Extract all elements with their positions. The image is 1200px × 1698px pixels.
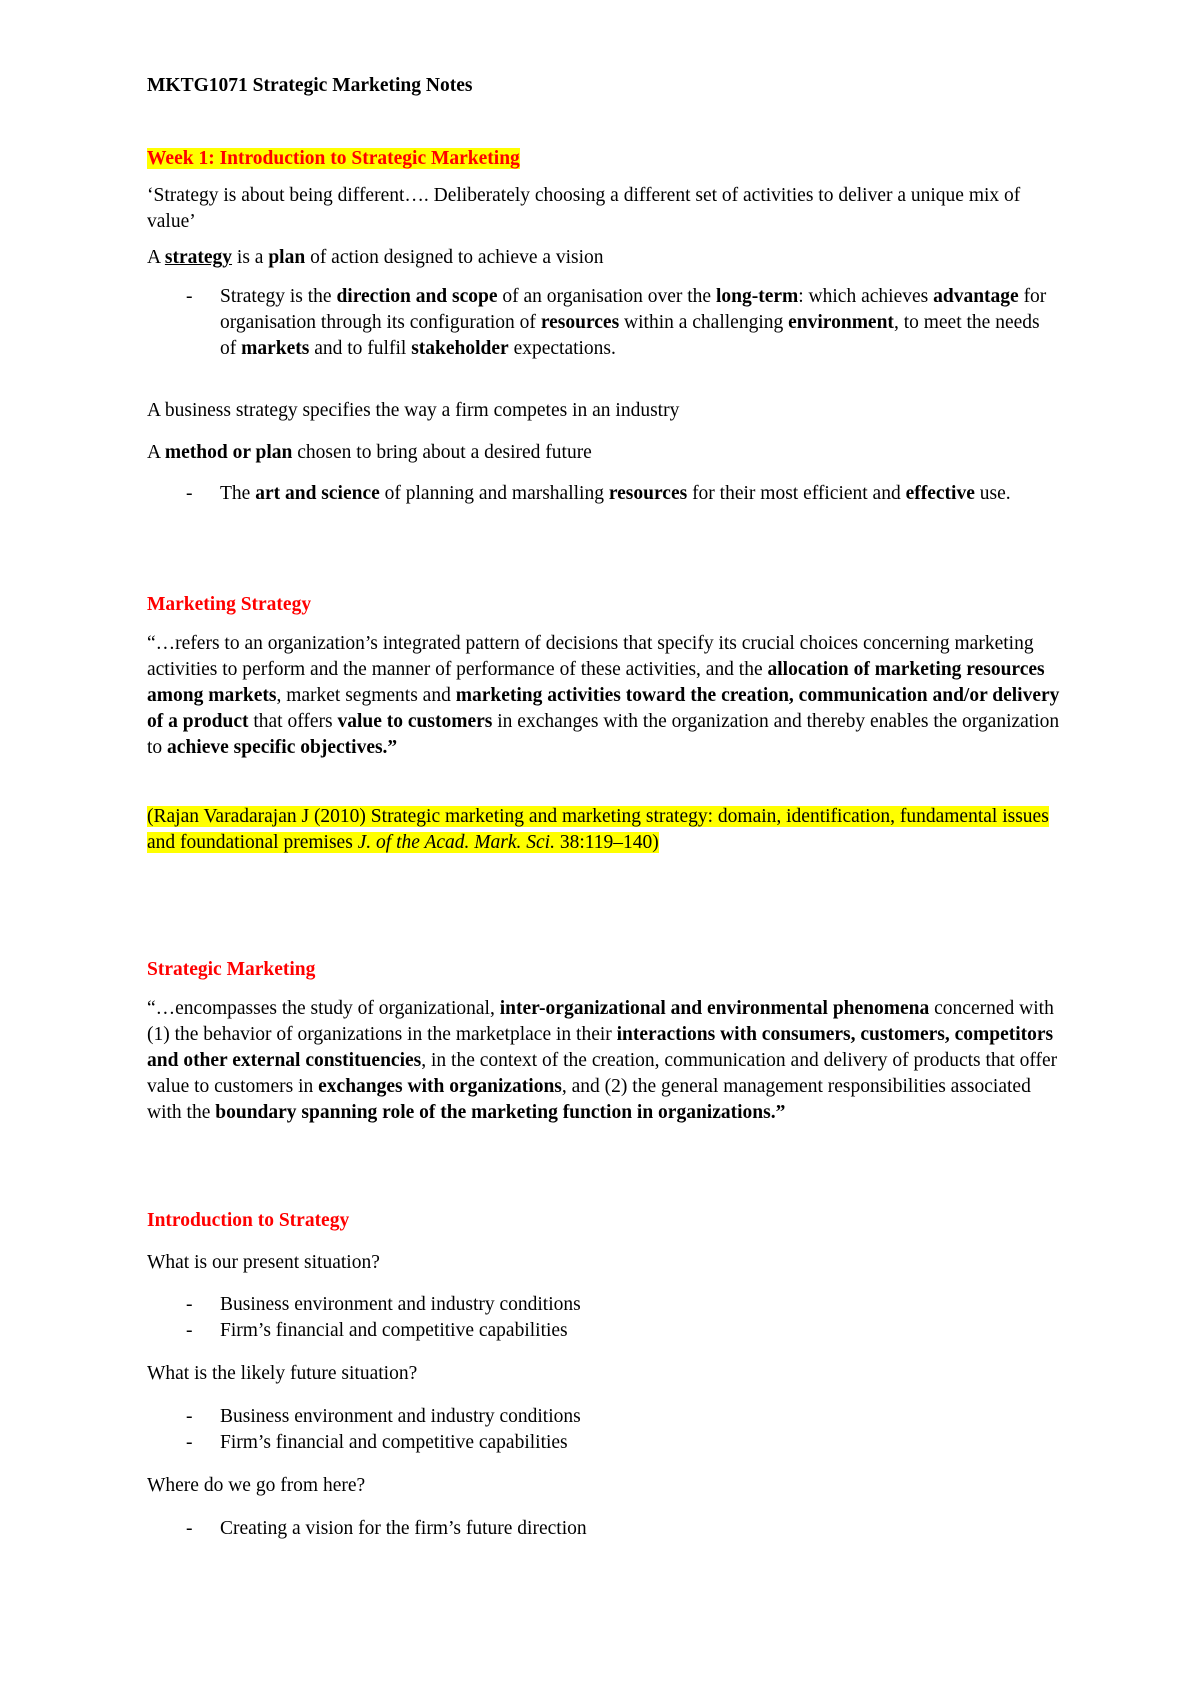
- question-next: Where do we go from here?: [147, 1475, 366, 1496]
- week-heading: [147, 146, 520, 172]
- list-item: [186, 1318, 1066, 1344]
- document-title: MKTG1071 Strategic Marketing Notes: [147, 75, 473, 96]
- list-item-text: The art and science of planning and marshalling resources for their most efficient and effective use.: [220, 483, 1011, 504]
- list-item: [186, 1516, 1066, 1542]
- section-heading-strategic-marketing: Strategic Marketing: [147, 959, 316, 980]
- citation: (Rajan Varadarajan J (2010) Strategic marketing and marketing strategy: domain, identification, fundamental issues and foundational premises J. of the Acad. Mark. Sci. 38:119–140): [147, 806, 1049, 853]
- bullet-dash: -: [186, 1518, 193, 1539]
- section-heading-marketing-strategy: Marketing Strategy: [147, 594, 312, 615]
- strategy-definition: A strategy is a plan of action designed to achieve a vision: [147, 247, 604, 268]
- bullet-dash: -: [186, 1432, 193, 1453]
- list-item: [186, 1430, 1066, 1456]
- list-item-text: Business environment and industry conditions: [220, 1294, 581, 1315]
- list-item: [186, 1292, 1066, 1318]
- section-heading-intro-strategy: Introduction to Strategy: [147, 1210, 350, 1231]
- list-item: [186, 481, 1066, 535]
- list-item-text: Firm’s financial and competitive capabilities: [220, 1320, 568, 1341]
- list-item-text: Creating a vision for the firm’s future direction: [220, 1518, 587, 1539]
- bullet-dash: -: [186, 1406, 193, 1427]
- list-item: [186, 284, 1066, 364]
- bullet-dash: -: [186, 1294, 193, 1315]
- list-item-text: Strategy is the direction and scope of an organisation over the long-term: which achieves advantage for organisation through its configuration of resources within a challenging environment, to meet the needs of markets and to fulfil stakeholder expectations.: [220, 286, 1047, 359]
- marketing-strategy-definition: “…refers to an organization’s integrated pattern of decisions that specify its crucial choices concerning marketing activities to perform and the manner of performance of these activities, and the allocation of marketing resources among markets, market segments and marketing activities toward the creation, communication and/or delivery of a product that offers value to customers in exchanges with the organization and thereby enables the organization to achieve specific objectives.”: [147, 633, 1060, 758]
- business-strategy-line: A business strategy specifies the way a firm competes in an industry: [147, 400, 680, 421]
- list-item-text: Business environment and industry conditions: [220, 1406, 581, 1427]
- strategy-quote: ‘Strategy is about being different…. Deliberately choosing a different set of activities to deliver a unique mix of value’: [147, 185, 1021, 232]
- list-item-text: Firm’s financial and competitive capabilities: [220, 1432, 568, 1453]
- bullet-dash: -: [186, 1320, 193, 1341]
- week-heading-text: Week 1: Introduction to Strategic Marketing: [147, 148, 520, 169]
- method-line: A method or plan chosen to bring about a desired future: [147, 442, 592, 463]
- bullet-dash: -: [186, 483, 193, 504]
- list-item: [186, 1404, 1066, 1430]
- bullet-dash: -: [186, 286, 193, 307]
- question-future: What is the likely future situation?: [147, 1363, 418, 1384]
- strategy-term: strategy: [164, 247, 233, 268]
- strategic-marketing-definition: “…encompasses the study of organizational, inter-organizational and environmental phenomena concerned with (1) the behavior of organizations in the marketplace in their interactions with consumers, customers, competitors and other external constituencies, in the context of the creation, communication and delivery of products that offer value to customers in exchanges with organizations, and (2) the general management responsibilities associated with the boundary spanning role of the marketing function in organizations.”: [147, 998, 1058, 1123]
- question-present: What is our present situation?: [147, 1252, 380, 1273]
